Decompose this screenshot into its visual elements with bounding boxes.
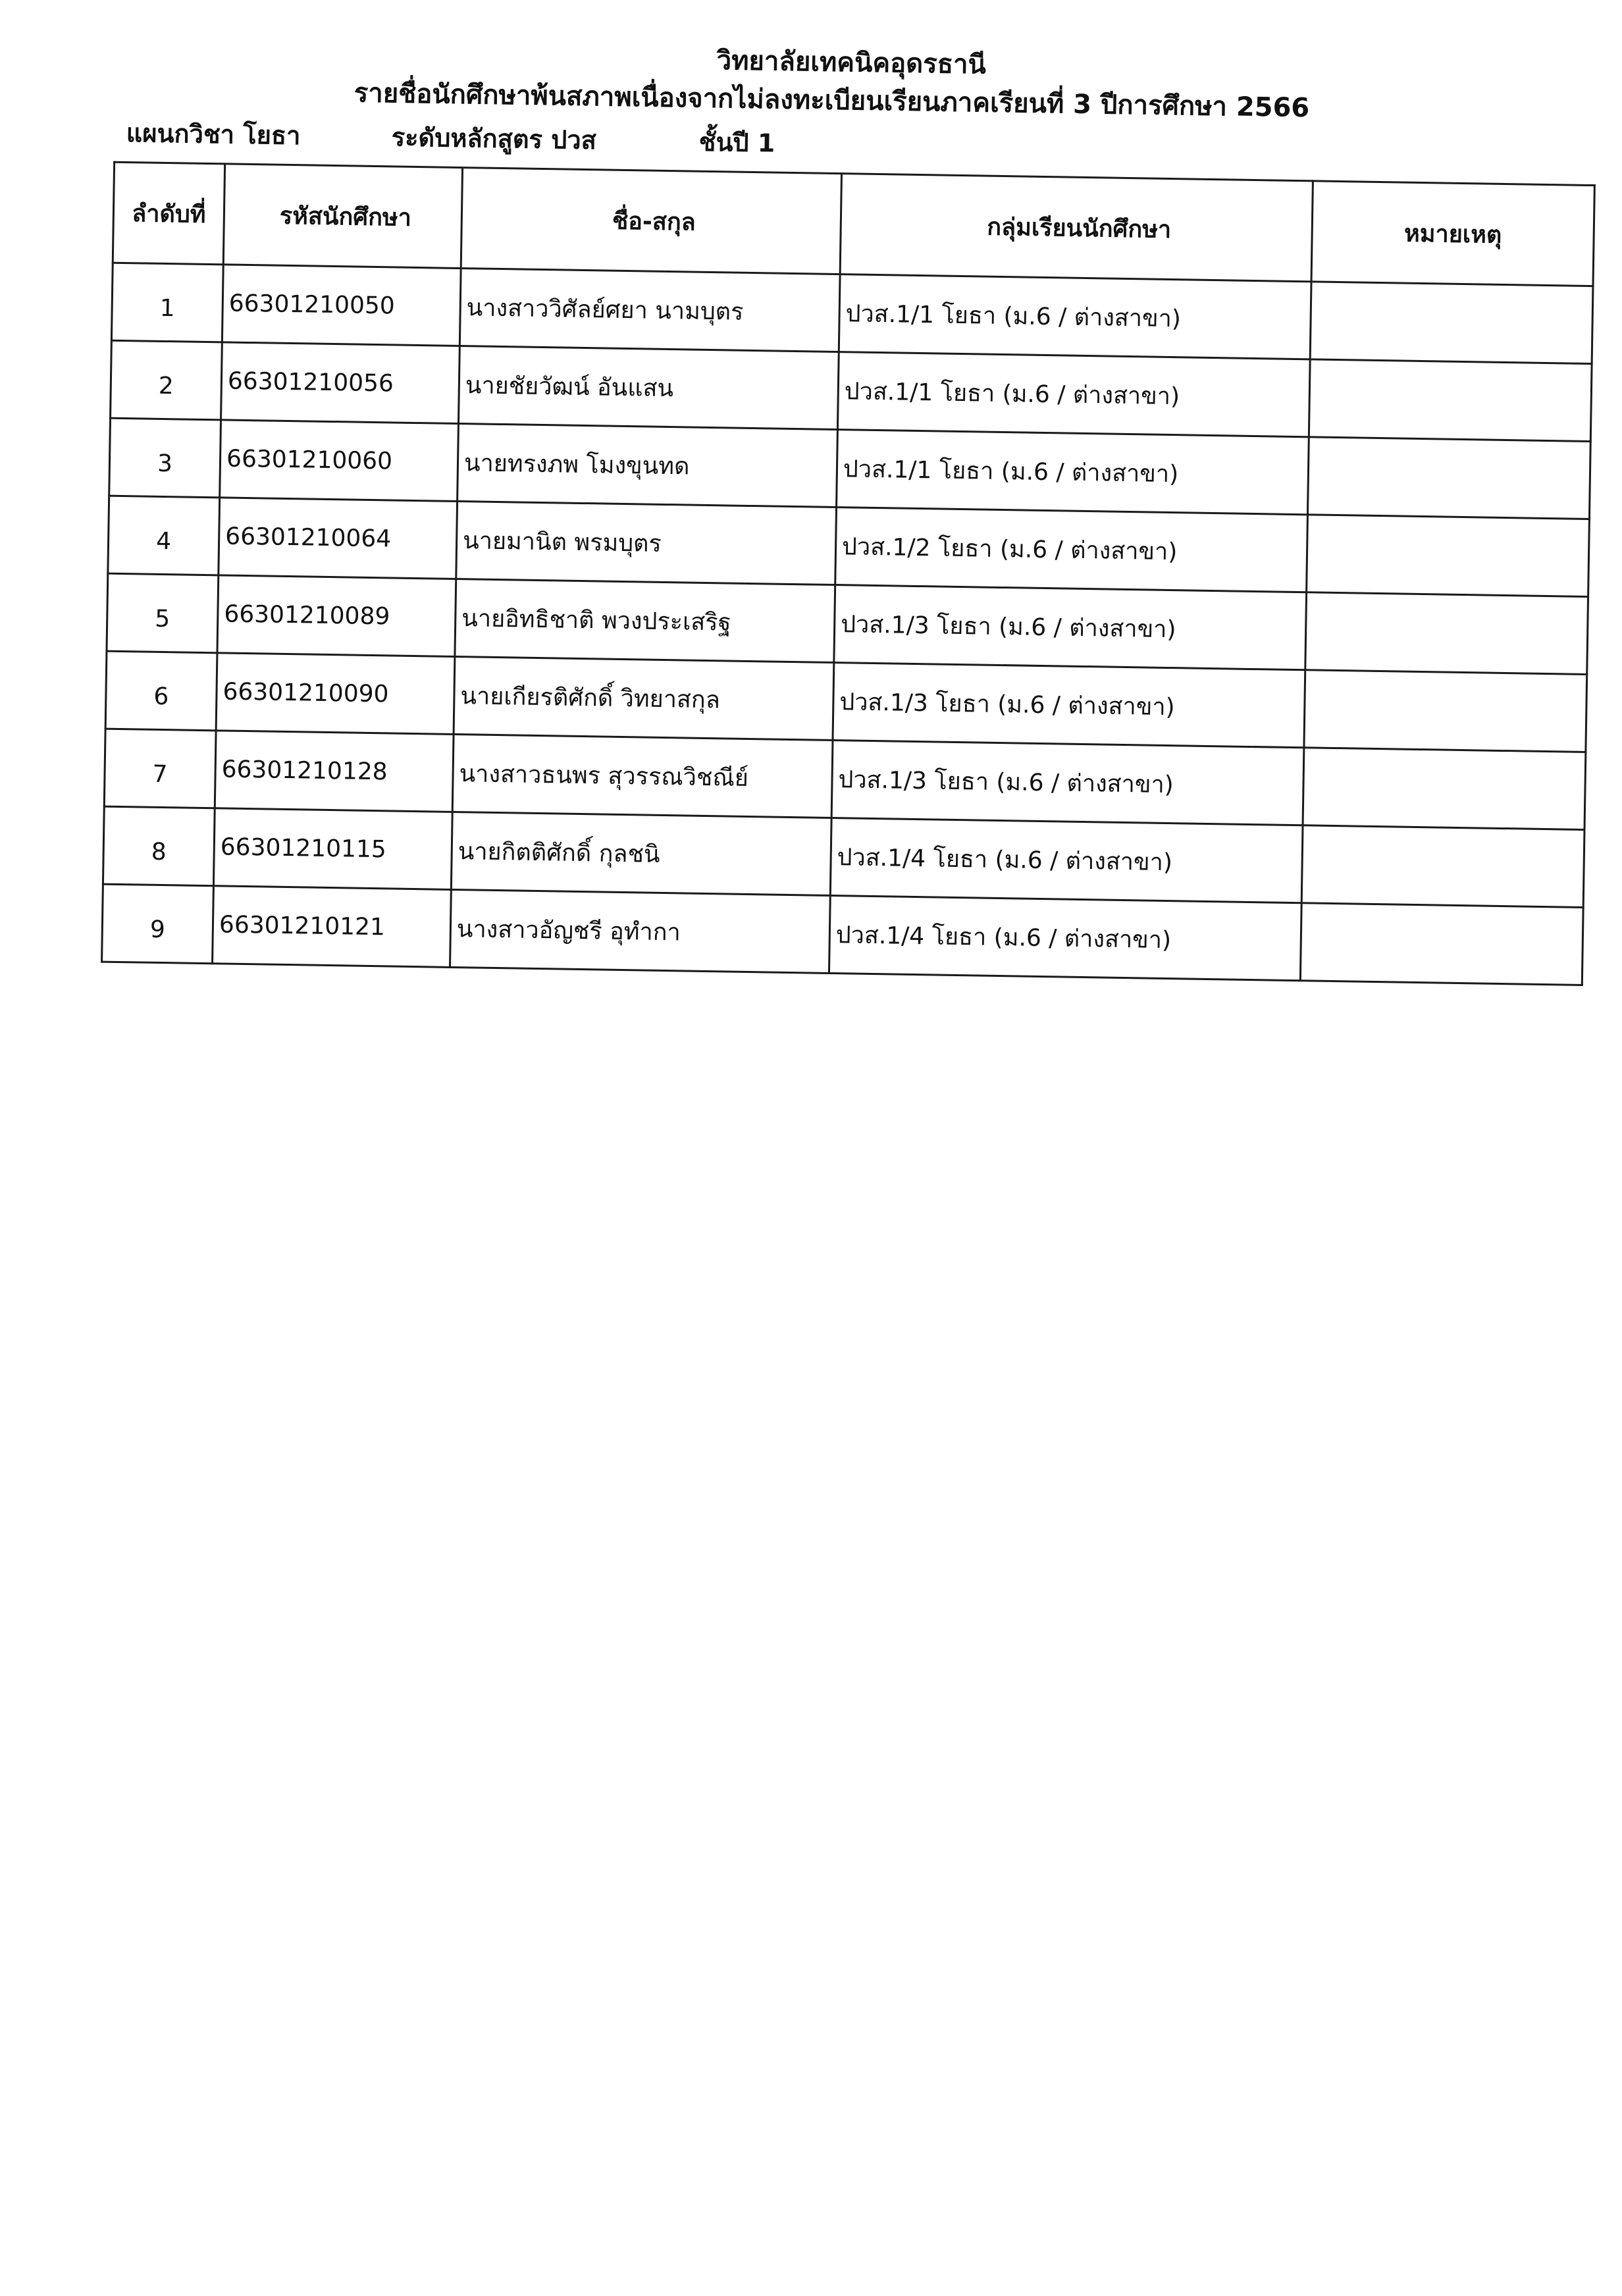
cell-no: 3 xyxy=(109,418,221,498)
cell-no: 9 xyxy=(102,884,214,964)
cell-student-id: 66301210128 xyxy=(215,731,454,812)
cell-no: 5 xyxy=(107,573,219,653)
cell-note xyxy=(1307,515,1590,597)
student-table xyxy=(101,161,1596,986)
page-content xyxy=(0,0,1622,1013)
cell-group: ปวส.1/3 โยธา (ม.6 / ต่างสาขา) xyxy=(831,741,1304,825)
cell-group: ปวส.1/2 โยธา (ม.6 / ต่างสาขา) xyxy=(835,508,1308,592)
cell-name: นางสาวธนพร สุวรรณวิชณีย์ xyxy=(452,734,833,818)
cell-group: ปวส.1/1 โยธา (ม.6 / ต่างสาขา) xyxy=(837,430,1309,515)
cell-note xyxy=(1307,437,1590,519)
cell-group: ปวส.1/4 โยธา (ม.6 / ต่างสาขา) xyxy=(829,895,1301,980)
cell-name: นายมานิต พรมบุตร xyxy=(456,502,837,585)
cell-student-id: 66301210115 xyxy=(213,808,452,890)
cell-name: นายชัยวัฒน์ อันแสน xyxy=(458,346,839,430)
cell-note xyxy=(1310,282,1593,364)
cell-name: นางสาวอัญชรี อุทำกา xyxy=(450,889,831,973)
header-group: กลุ่มเรียนนักศึกษา xyxy=(840,174,1313,282)
cell-student-id: 66301210060 xyxy=(220,420,459,502)
header-name: ชื่อ-สกุล xyxy=(461,168,841,274)
cell-student-id: 66301210050 xyxy=(222,265,461,346)
cell-note xyxy=(1303,748,1586,830)
cell-group: ปวส.1/4 โยธา (ม.6 / ต่างสาขา) xyxy=(830,818,1303,902)
cell-student-id: 66301210064 xyxy=(219,498,458,579)
department-label: แผนกวิชา โยธา xyxy=(126,118,301,151)
cell-student-id: 66301210090 xyxy=(216,653,455,735)
cell-group: ปวส.1/1 โยธา (ม.6 / ต่างสาขา) xyxy=(837,352,1310,437)
cell-group: ปวส.1/1 โยธา (ม.6 / ต่างสาขา) xyxy=(839,274,1311,359)
cell-group: ปวส.1/3 โยธา (ม.6 / ต่างสาขา) xyxy=(834,585,1307,670)
cell-name: นายทรงภพ โมงขุนทด xyxy=(458,424,838,508)
header-student-id: รหัสนักศึกษา xyxy=(223,164,462,269)
program-level-label: ระดับหลักสูตร ปวส xyxy=(391,122,597,155)
cell-student-id: 66301210056 xyxy=(221,342,460,424)
cell-no: 2 xyxy=(111,340,222,420)
cell-no: 6 xyxy=(105,651,217,731)
cell-no: 8 xyxy=(103,806,215,886)
cell-name: นายอิทธิชาติ พวงประเสริฐ xyxy=(455,579,835,662)
year-level-label: ชั้นปี 1 xyxy=(698,127,775,158)
cell-group: ปวส.1/3 โยธา (ม.6 / ต่างสาขา) xyxy=(833,663,1305,748)
cell-name: นายเกียรติศักดิ์ วิทยาสกุล xyxy=(454,656,834,740)
cell-student-id: 66301210089 xyxy=(217,575,456,657)
cell-student-id: 66301210121 xyxy=(213,886,452,968)
cell-note xyxy=(1304,670,1587,752)
cell-note xyxy=(1305,592,1588,675)
cell-name: นางสาววิศัลย์ศยา นามบุตร xyxy=(459,269,840,352)
document-heading: รายชื่อนักศึกษาพ้นสภาพเนื่องจากไม่ลงทะเบียนเรียนภาคเรียนที่ 3 ปีการศึกษา 2566 xyxy=(353,78,1310,124)
cell-note xyxy=(1300,903,1583,985)
cell-note xyxy=(1301,825,1584,908)
cell-note xyxy=(1309,359,1592,442)
cell-no: 1 xyxy=(111,263,223,342)
cell-no: 7 xyxy=(104,729,216,808)
cell-name: นายกิตติศักดิ์ กุลชนิ xyxy=(451,812,831,895)
header-no: ลำดับที่ xyxy=(113,162,224,265)
college-name: วิทยาลัยเทคนิคอุดรธานี xyxy=(716,45,987,80)
cell-no: 4 xyxy=(108,496,220,575)
header-note: หมายเหตุ xyxy=(1311,181,1594,286)
